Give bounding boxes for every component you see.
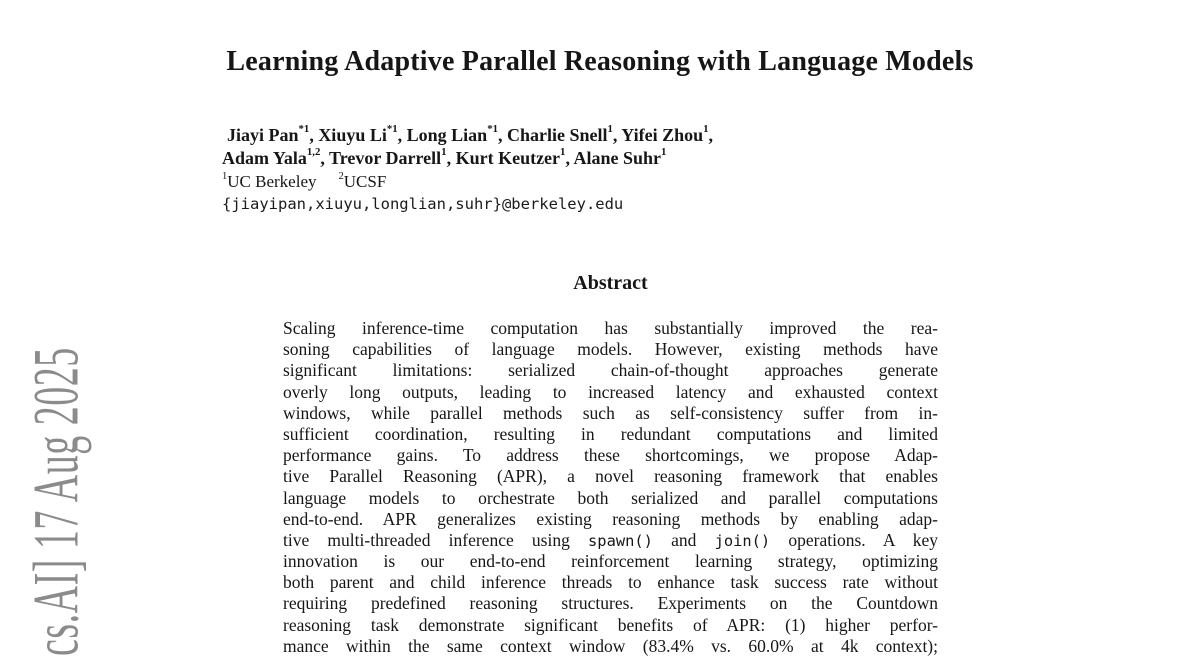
author-separator: ,	[497, 125, 507, 145]
abstract-text: language models to orchestrate both serialized and parallel computations	[283, 487, 938, 508]
authors-email: {jiayipan,xiuyu,longlian,suhr}@berkeley.edu	[222, 195, 624, 213]
affiliation-superscript: 2	[338, 170, 344, 182]
abstract-line	[283, 509, 938, 530]
abstract-body	[283, 318, 938, 657]
code-inline: join()	[714, 531, 771, 550]
author-name: Yifei Zhou	[621, 125, 704, 145]
author-name: Charlie Snell	[506, 125, 608, 145]
author-line-2	[222, 147, 942, 170]
abstract-text: operations. A key	[770, 529, 938, 550]
abstract-text: tive multi-threaded inference using	[283, 529, 589, 550]
abstract-line	[283, 530, 938, 551]
affiliation-line	[222, 170, 942, 193]
author-separator: ,	[320, 148, 330, 168]
author-separator: ,	[565, 148, 574, 168]
paper-title: Learning Adaptive Parallel Reasoning with Language Models	[226, 46, 974, 77]
abstract-text: significant limitations: serialized chain-of-thought approaches generate	[283, 360, 938, 381]
affiliation-name: UCSF	[343, 172, 387, 191]
author-superscript: 1	[661, 146, 667, 159]
abstract-text: requiring predefined reasoning structures. Experiments on the Countdown	[283, 593, 938, 614]
authors-block	[222, 124, 942, 215]
author-name: Adam Yala	[222, 148, 307, 168]
abstract-line	[283, 615, 938, 636]
abstract-text: Scaling inference-time computation has substantially improved the rea-	[283, 318, 938, 338]
author-name: Xiuyu Li	[318, 125, 387, 145]
abstract-text: soning capabilities of language models. However, existing methods have	[283, 339, 938, 360]
author-name: Kurt Keutzer	[455, 148, 561, 168]
author-name: Alane Suhr	[573, 148, 661, 168]
arxiv-watermark: cs.AI] 17 Aug 2025	[21, 347, 94, 656]
abstract-text: overly long outputs, leading to increased latency and exhausted context	[283, 381, 938, 402]
author-superscript: 1	[703, 123, 709, 136]
abstract-text: end-to-end. APR generalizes existing reasoning methods by enabling adap-	[283, 508, 938, 529]
author-separator: ,	[446, 148, 456, 168]
author-separator: ,	[708, 125, 713, 145]
author-superscript: 1	[560, 146, 566, 159]
abstract-line	[283, 382, 938, 403]
abstract-line	[283, 403, 938, 424]
abstract-line	[283, 488, 938, 509]
abstract-text: sufficient coordination, resulting in redundant computations and limited	[283, 423, 938, 444]
abstract-line	[283, 445, 938, 466]
author-superscript: *1	[487, 123, 498, 136]
author-name: Trevor Darrell	[329, 148, 442, 168]
author-superscript: 1	[441, 146, 447, 159]
abstract-line	[283, 551, 938, 572]
abstract-text: innovation is our end-to-end reinforcement learning strategy, optimizing	[283, 551, 938, 572]
abstract-text: both parent and child inference threads to enhance task success rate without	[283, 572, 938, 593]
abstract-text: and	[652, 529, 715, 550]
abstract-text: mance within the same context window (83.4% vs. 60.0% at 4k context);	[283, 635, 938, 656]
abstract-text: reasoning task demonstrate significant benefits of APR: (1) higher perfor-	[283, 614, 938, 635]
author-name: Jiayi Pan	[227, 125, 299, 145]
author-superscript: *1	[386, 123, 398, 136]
author-line-1	[222, 124, 942, 147]
abstract-line	[283, 636, 938, 657]
author-name: Long Lian	[406, 125, 488, 145]
abstract-line	[283, 339, 938, 360]
abstract-line	[283, 593, 938, 614]
abstract-line	[283, 572, 938, 593]
abstract-heading: Abstract	[573, 272, 648, 294]
abstract-text: tive Parallel Reasoning (APR), a novel reasoning framework that enables	[283, 466, 938, 487]
author-separator: ,	[397, 125, 407, 145]
author-superscript: 1,2	[306, 146, 321, 159]
abstract-line	[283, 424, 938, 445]
code-inline: spawn()	[588, 531, 653, 550]
abstract-line	[283, 360, 938, 381]
abstract-text: windows, while parallel methods such as self-consistency suffer from in-	[283, 402, 938, 423]
abstract-line	[283, 318, 938, 339]
author-separator: ,	[612, 125, 622, 145]
abstract-text: performance gains. To address these shortcomings, we propose Adap-	[283, 445, 938, 466]
author-superscript: 1	[607, 123, 613, 136]
author-superscript: *1	[298, 123, 310, 136]
affiliation-superscript: 1	[222, 170, 228, 182]
abstract-line	[283, 466, 938, 487]
affiliation-name: UC Berkeley	[227, 172, 317, 191]
author-separator: ,	[309, 125, 319, 145]
